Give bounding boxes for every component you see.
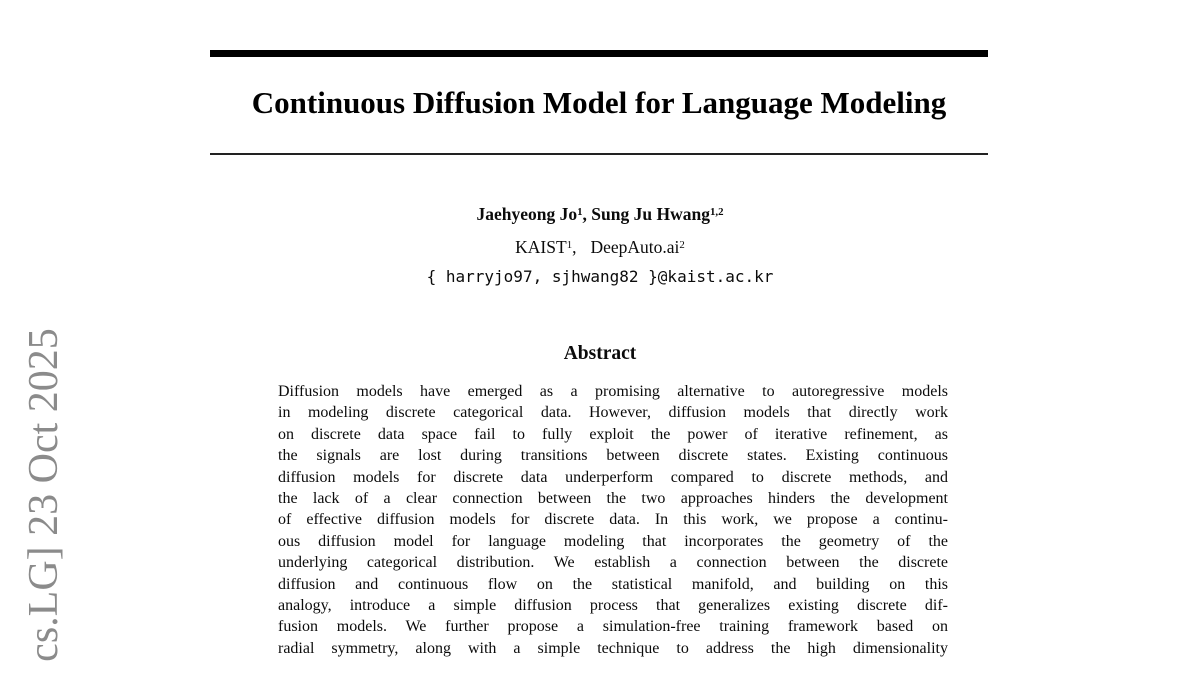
abstract-line: fusion models. We further propose a simulation-free training framework based on [278,618,948,636]
affiliation-2-mark: 2 [679,239,685,252]
author-1-name: Jaehyeong Jo [476,204,578,224]
abstract-line: Diffusion models have emerged as a promising alternative to autoregressive models [278,383,948,400]
affiliation-1: KAIST [515,237,567,257]
abstract-line: diffusion models for discrete data underperform compared to discrete methods, and [278,468,948,486]
author-2-name: , Sung Ju Hwang [582,204,710,224]
author-1-affiliation-mark: 1 [577,206,583,219]
abstract-line: the signals are lost during transitions between discrete states. Existing continuous [278,447,948,465]
abstract-line: the lack of a clear connection between the two approaches hinders the development [278,489,948,507]
abstract-heading: Abstract [563,343,637,364]
abstract-line: underlying categorical distribution. We establish a connection between the discrete [278,554,948,572]
affiliation-1-mark: 1 [566,239,573,252]
abstract-line: radial symmetry, along with a simple technique to address the high dimensionality [278,639,948,657]
author-2-affiliation-mark: 1,2 [709,206,724,219]
affiliation-2: DeepAuto.ai [590,237,680,257]
affiliation-separator: , [572,237,577,257]
abstract-line: on discrete data space fail to fully exploit the power of iterative refinement, as [278,425,948,443]
affiliations-line [0,235,1200,262]
abstract-body [278,381,948,659]
authors-line [0,202,1200,229]
abstract-line: ous diffusion model for language modeling that incorporates the geometry of the [278,532,948,550]
title-rule-bottom [210,153,988,155]
abstract-line: analogy, introduce a simple diffusion process that generalizes existing discrete dif- [278,596,948,614]
abstract-line: in modeling discrete categorical data. However, diffusion models that directly work [278,404,948,422]
arxiv-watermark: cs.LG] 23 Oct 2025 [21,328,67,662]
title-rule-top [210,50,988,57]
paper-title: Continuous Diffusion Model for Language Modeling [251,85,947,120]
email-line: { harryjo97, sjhwang82 }@kaist.ac.kr [426,267,774,286]
abstract-line: of effective diffusion models for discrete data. In this work, we propose a continu- [278,511,948,529]
abstract-line: diffusion and continuous flow on the statistical manifold, and building on this [278,575,948,593]
